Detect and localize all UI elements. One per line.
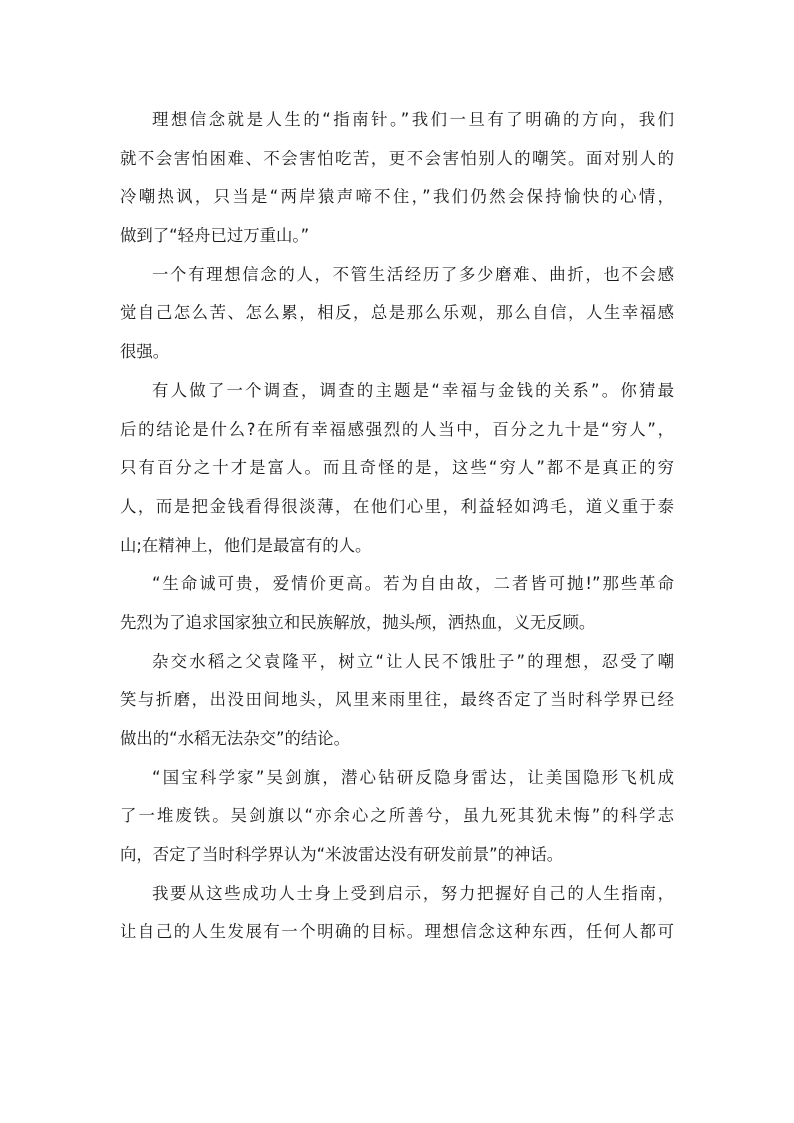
- text-line: 觉自己怎么苦、怎么累，相反，总是那么乐观，那么自信，人生幸福感: [120, 303, 674, 323]
- paragraph-5: [120, 643, 674, 759]
- text-line: “生命诚可贵，爱情价更高。若为自由故，二者皆可抛!”那些革命: [152, 574, 674, 594]
- text-line: 只有百分之十才是富人。而且奇怪的是，这些“穷人”都不是真正的穷: [120, 458, 674, 478]
- text-line: “国宝科学家”吴剑旗，潜心钻研反隐身雷达，让美国隐形飞机成: [152, 767, 674, 787]
- document-body: [120, 101, 674, 952]
- paragraph-1: [120, 101, 674, 256]
- text-line: 先烈为了追求国家独立和民族解放，抛头颅，洒热血，义无反顾。: [120, 612, 596, 632]
- text-line: 做到了“轻舟已过万重山。”: [120, 226, 310, 246]
- text-line: 人，而是把金钱看得很淡薄，在他们心里，利益轻如鸿毛，道义重于泰: [120, 496, 674, 516]
- paragraph-2: [120, 256, 674, 372]
- text-line: 笑与折磨，出没田间地头，风里来雨里往，最终否定了当时科学界已经: [120, 690, 674, 710]
- paragraph-7: [120, 875, 674, 952]
- text-line: 理想信念就是人生的“指南针。”我们一旦有了明确的方向，我们: [152, 110, 674, 129]
- text-line: 杂交水稻之父袁隆平，树立“让人民不饿肚子”的理想，忍受了嘲: [152, 651, 674, 671]
- text-line: 一个有理想信念的人，不管生活经历了多少磨难、曲折，也不会感: [152, 264, 674, 284]
- text-line: 了一堆废铁。吴剑旗以“亦余心之所善兮，虽九死其犹未悔”的科学志: [120, 806, 674, 826]
- text-line: 后的结论是什么?在所有幸福感强烈的人当中，百分之九十是“穷人”，: [120, 419, 674, 439]
- paragraph-4: [120, 565, 674, 642]
- text-line: 冷嘲热讽，只当是“两岸猿声啼不住，”我们仍然会保持愉快的心情，: [120, 187, 674, 207]
- text-line: 做出的“水稻无法杂交”的结论。: [120, 729, 351, 748]
- paragraph-6: [120, 759, 674, 875]
- text-line: 很强。: [120, 342, 170, 362]
- text-line: 山;在精神上，他们是最富有的人。: [120, 535, 372, 555]
- text-line: 我要从这些成功人士身上受到启示，努力把握好自己的人生指南，: [152, 883, 674, 903]
- text-line: 有人做了一个调查，调查的主题是“幸福与金钱的关系”。你猜最: [152, 380, 674, 400]
- text-line: 让自己的人生发展有一个明确的目标。理想信念这种东西，任何人都可: [120, 922, 674, 942]
- text-line: 就不会害怕困难、不会害怕吃苦，更不会害怕别人的嘲笑。面对别人的: [120, 148, 674, 168]
- paragraph-3: [120, 372, 674, 565]
- text-line: 向，否定了当时科学界认为“米波雷达没有研发前景”的神话。: [120, 845, 564, 865]
